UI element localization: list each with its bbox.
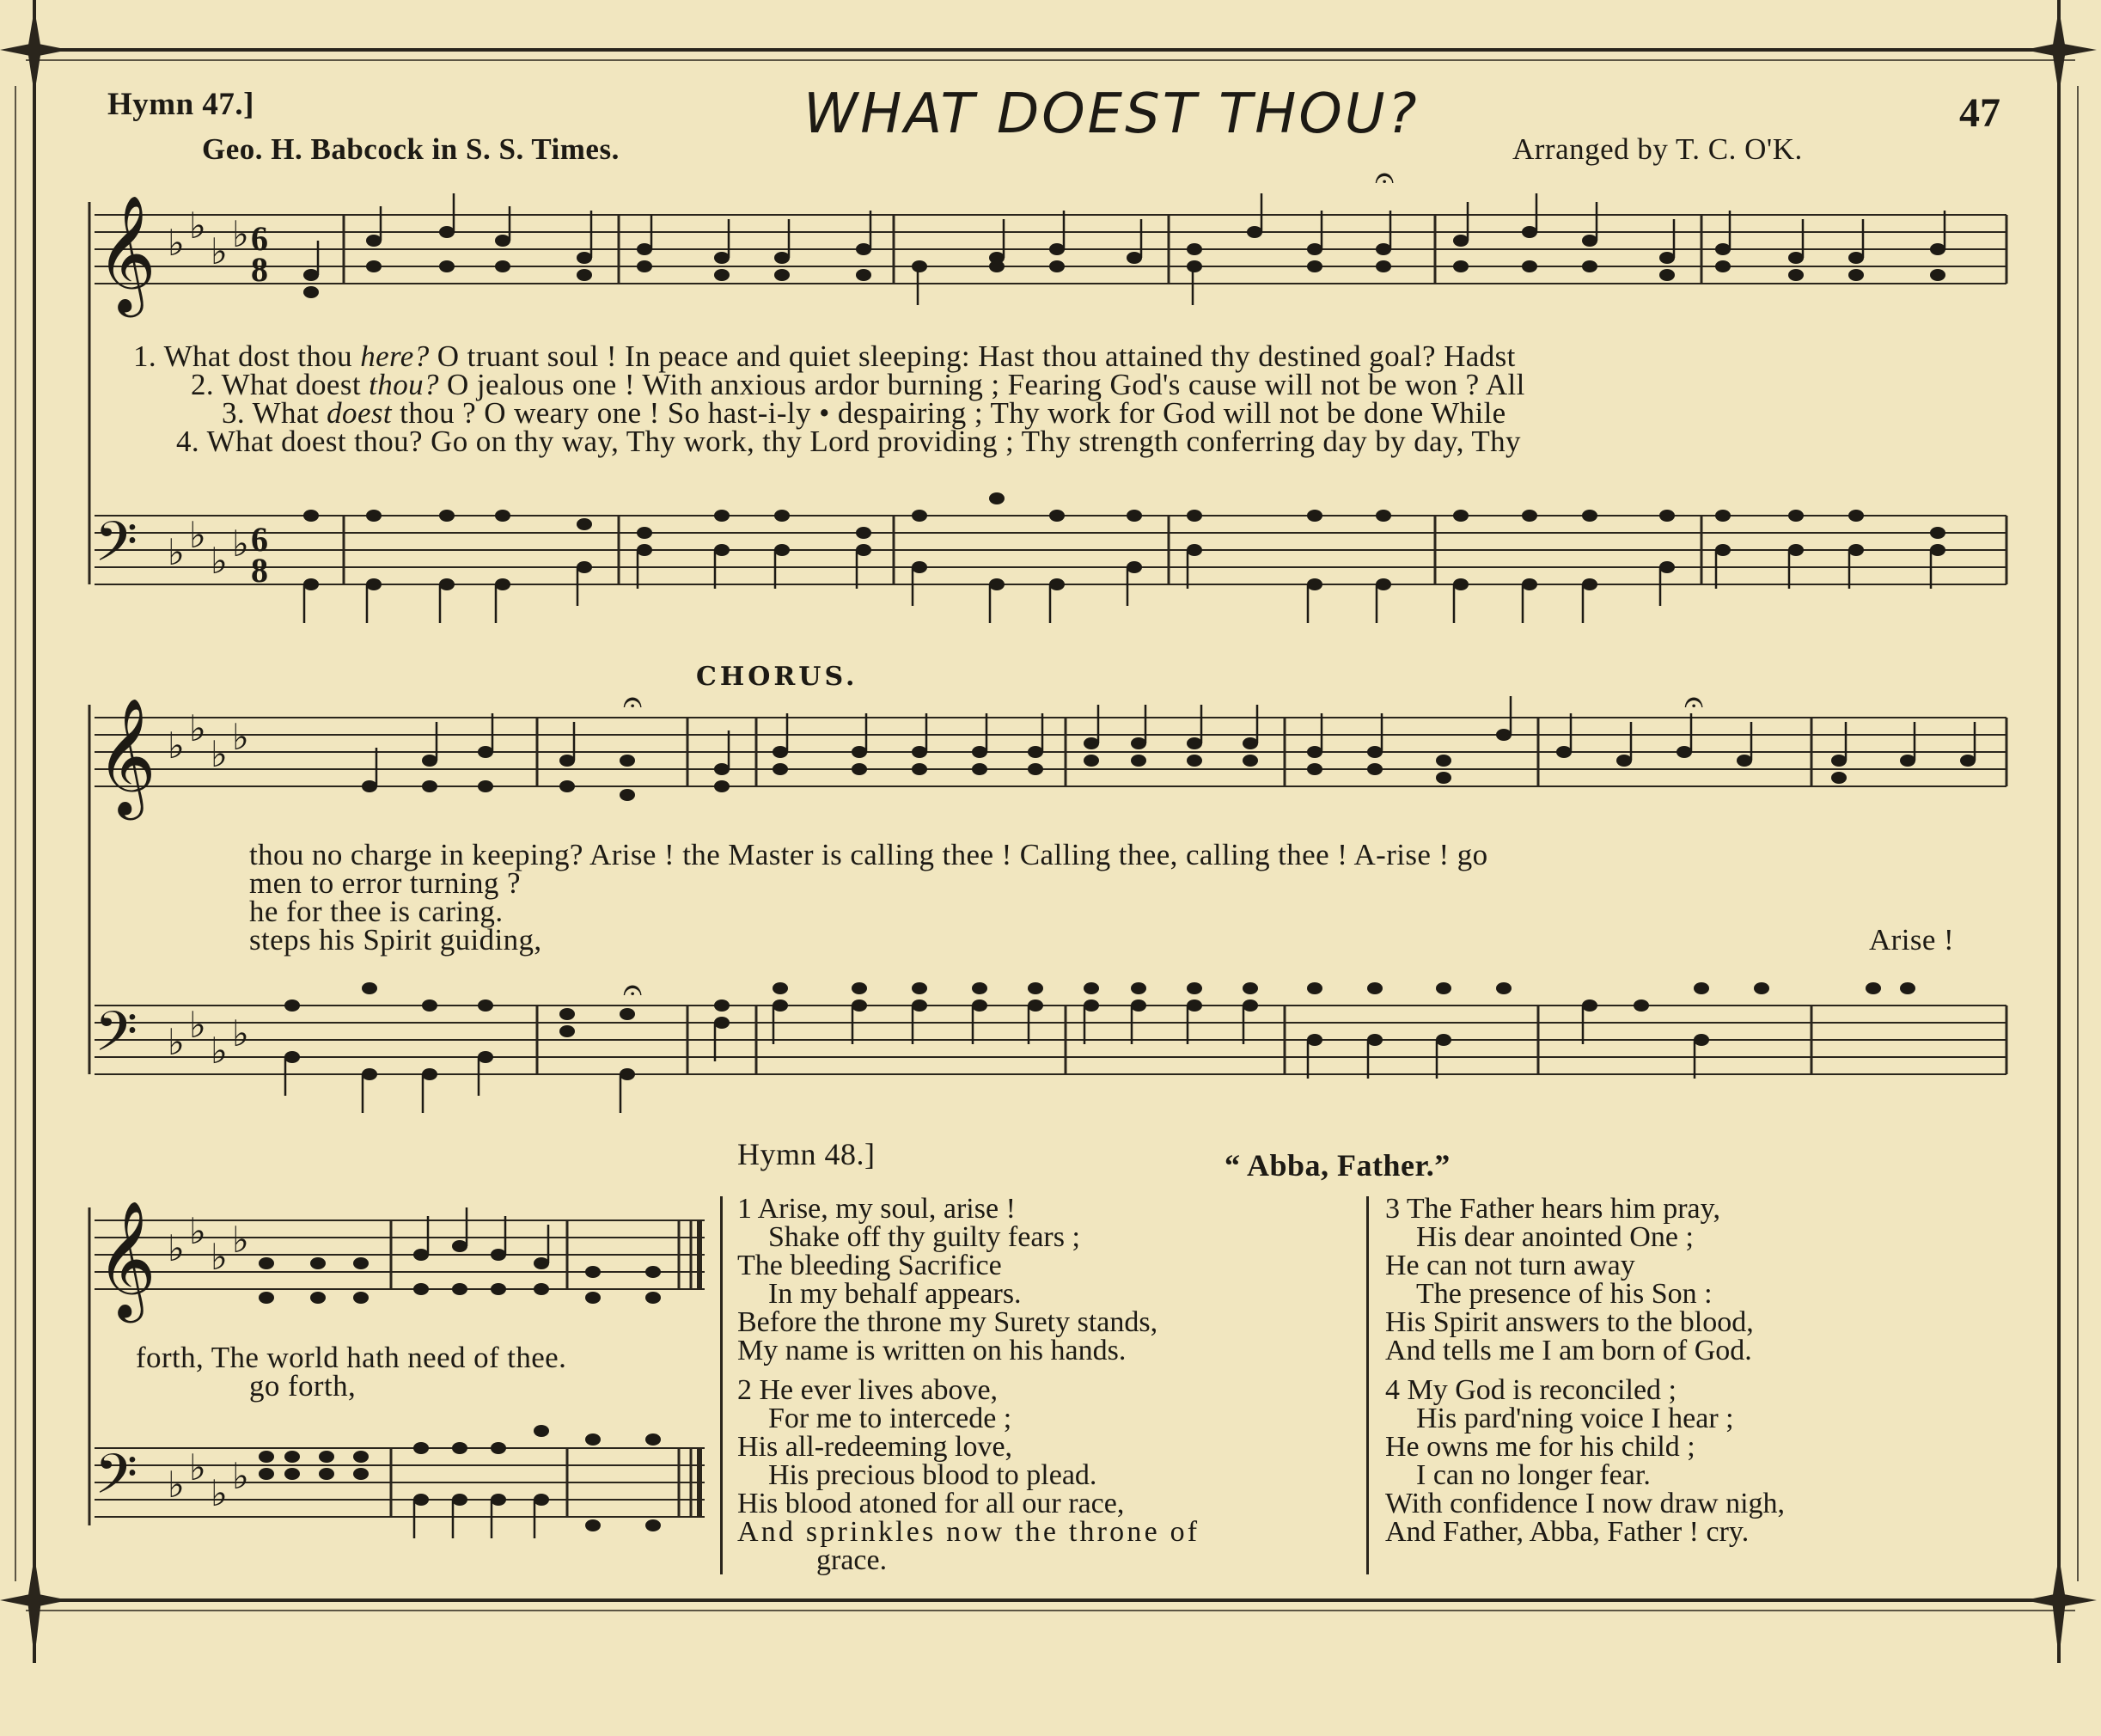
chorus-lyric-1: thou no charge in keeping? Arise ! the Master is calling thee ! Calling thee, calling thee ! A-rise ! go	[249, 838, 1488, 871]
stems-group	[376, 696, 1975, 786]
fermata-icon: 𝄐	[1375, 158, 1395, 197]
arranger-credit: Arranged by T. C. O'K.	[1512, 132, 1803, 166]
column-divider	[1366, 1196, 1369, 1574]
page-title: WHAT DOEST THOU?	[803, 83, 1420, 146]
poem-line: And Father, Abba, Father ! cry.	[1385, 1516, 1750, 1548]
flat-icon: ♭	[211, 542, 228, 582]
chorus-lyric-2: men to error turning ?	[249, 866, 521, 900]
verse-1: 1. What dost thou here? O truant soul ! In peace and quiet sleeping: Hast thou attained thy destined goal? Hadst	[133, 339, 1516, 373]
poem-line: The presence of his Son :	[1416, 1278, 1713, 1310]
flat-icon: ♭	[189, 1449, 206, 1488]
stems-group	[304, 550, 1931, 623]
time-signature-icon: 6	[251, 520, 268, 559]
bass-staff-system-2	[86, 967, 2011, 1122]
fermata-icon: 𝄐	[623, 970, 643, 1009]
flat-icon: ♭	[211, 1032, 228, 1072]
bass-clef-icon: 𝄢	[95, 1001, 138, 1076]
treble-clef-icon: 𝄞	[96, 1203, 156, 1316]
poem-line: 1 Arise, my soul, arise !	[737, 1193, 1016, 1225]
poem-line: Before the throne my Surety stands,	[737, 1306, 1158, 1338]
hymn-48-number: Hymn 48.]	[737, 1137, 876, 1171]
hymn-48-column-1	[737, 1195, 1200, 1574]
flat-icon: ♭	[168, 1230, 185, 1269]
poem-line: His precious blood to plead.	[768, 1459, 1097, 1491]
hymn-number: Hymn 47.]	[107, 87, 254, 122]
verse-3: 3. What doest thou ? O weary one ! So hast-i-ly • despairing ; Thy work for God will not be done While	[222, 396, 1506, 430]
poem-line: 3 The Father hears him pray,	[1385, 1193, 1720, 1225]
poem-line: His blood atoned for all our race,	[737, 1488, 1125, 1519]
notes-group	[259, 1425, 661, 1531]
poem-line: Shake off thy guilty fears ;	[768, 1221, 1080, 1253]
coda-lyric-1: forth, The world hath need of thee.	[136, 1341, 567, 1374]
flat-icon: ♭	[232, 718, 249, 758]
treble-staff-system-1	[86, 158, 2011, 331]
flat-icon: ♭	[168, 1024, 185, 1063]
poem-line: His all-redeeming love,	[737, 1431, 1013, 1463]
author-credit: Geo. H. Babcock in S. S. Times.	[202, 132, 620, 166]
bass-clef-icon: 𝄢	[95, 1444, 138, 1519]
flat-icon: ♭	[189, 1006, 206, 1046]
coda-lyric-2: go forth,	[249, 1369, 357, 1403]
flat-icon: ♭	[189, 517, 206, 556]
treble-clef-icon: 𝄞	[96, 198, 156, 310]
poem-line: In my behalf appears.	[768, 1278, 1022, 1310]
flat-icon: ♭	[168, 1466, 185, 1506]
chorus-label: CHORUS.	[696, 662, 858, 692]
treble-staff-coda	[86, 1199, 713, 1336]
flat-icon: ♭	[232, 216, 249, 255]
page-number: 47	[1959, 90, 2000, 136]
poem-line: His Spirit answers to the blood,	[1385, 1306, 1754, 1338]
bass-staff-system-1	[86, 486, 2011, 632]
flat-icon: ♭	[189, 207, 206, 247]
notes-group	[284, 982, 1915, 1080]
flat-icon: ♭	[189, 710, 206, 749]
poem-line: He can not turn away	[1385, 1250, 1635, 1281]
notes-group	[303, 492, 1945, 590]
flat-icon: ♭	[211, 1475, 228, 1514]
poem-line: The bleeding Sacrifice	[737, 1250, 1002, 1281]
poem-line: grace.	[816, 1544, 888, 1576]
flat-icon: ♭	[211, 233, 228, 272]
flat-icon: ♭	[211, 736, 228, 775]
flat-icon: ♭	[168, 224, 185, 264]
poem-line: And sprinkles now the throne of	[737, 1516, 1200, 1548]
time-signature-icon: 6	[251, 219, 268, 258]
flat-icon: ♭	[168, 727, 185, 767]
flat-icon: ♭	[232, 1458, 249, 1497]
poem-line: And tells me I am born of God.	[1385, 1335, 1752, 1366]
poem-line: His dear anointed One ;	[1416, 1221, 1694, 1253]
verse-4: 4. What doest thou? Go on thy way, Thy work, thy Lord providing ; Thy strength conferring day by day, Thy	[176, 425, 1521, 458]
chorus-lyric-3: he for thee is caring.	[249, 895, 504, 928]
arise-lyric: Arise !	[1869, 923, 1955, 957]
poem-line: My name is written on his hands.	[737, 1335, 1127, 1366]
column-divider	[720, 1196, 723, 1574]
time-signature-icon: 8	[251, 250, 268, 289]
poem-line: 2 He ever lives above,	[737, 1374, 999, 1406]
poem-line: His pard'ning voice I hear ;	[1416, 1403, 1734, 1434]
time-signature-icon: 8	[251, 551, 268, 590]
hymn-48-title: “ Abba, Father.”	[1225, 1148, 1451, 1183]
treble-staff-system-2	[86, 682, 2011, 842]
notes-group	[303, 226, 1945, 298]
poem-line: With confidence I now draw nigh,	[1385, 1488, 1786, 1519]
verse-2: 2. What doest thou? O jealous one ! With anxious ardor burning ; Fearing God's cause will not be won ? All	[191, 368, 1525, 401]
fermata-icon: 𝄐	[623, 682, 643, 721]
hymn-48-column-2	[1385, 1195, 1785, 1546]
poem-line: For me to intercede ;	[768, 1403, 1012, 1434]
flat-icon: ♭	[232, 1015, 249, 1054]
flat-icon: ♭	[232, 1221, 249, 1261]
flat-icon: ♭	[211, 1238, 228, 1278]
fermata-icon: 𝄐	[1684, 682, 1704, 721]
poem-line: I can no longer fear.	[1416, 1459, 1651, 1491]
stems-group	[285, 1006, 1695, 1113]
treble-clef-icon: 𝄞	[96, 700, 156, 813]
poem-line: 4 My God is reconciled ;	[1385, 1374, 1677, 1406]
notes-group	[362, 729, 1976, 801]
poem-line: He owns me for his child ;	[1385, 1431, 1695, 1463]
bass-clef-icon: 𝄢	[95, 511, 138, 586]
stems-group	[414, 1500, 534, 1538]
bass-staff-coda	[86, 1401, 713, 1556]
flat-icon: ♭	[168, 534, 185, 573]
chorus-lyric-4: steps his Spirit guiding,	[249, 923, 542, 957]
flat-icon: ♭	[189, 1213, 206, 1252]
flat-icon: ♭	[232, 525, 249, 565]
